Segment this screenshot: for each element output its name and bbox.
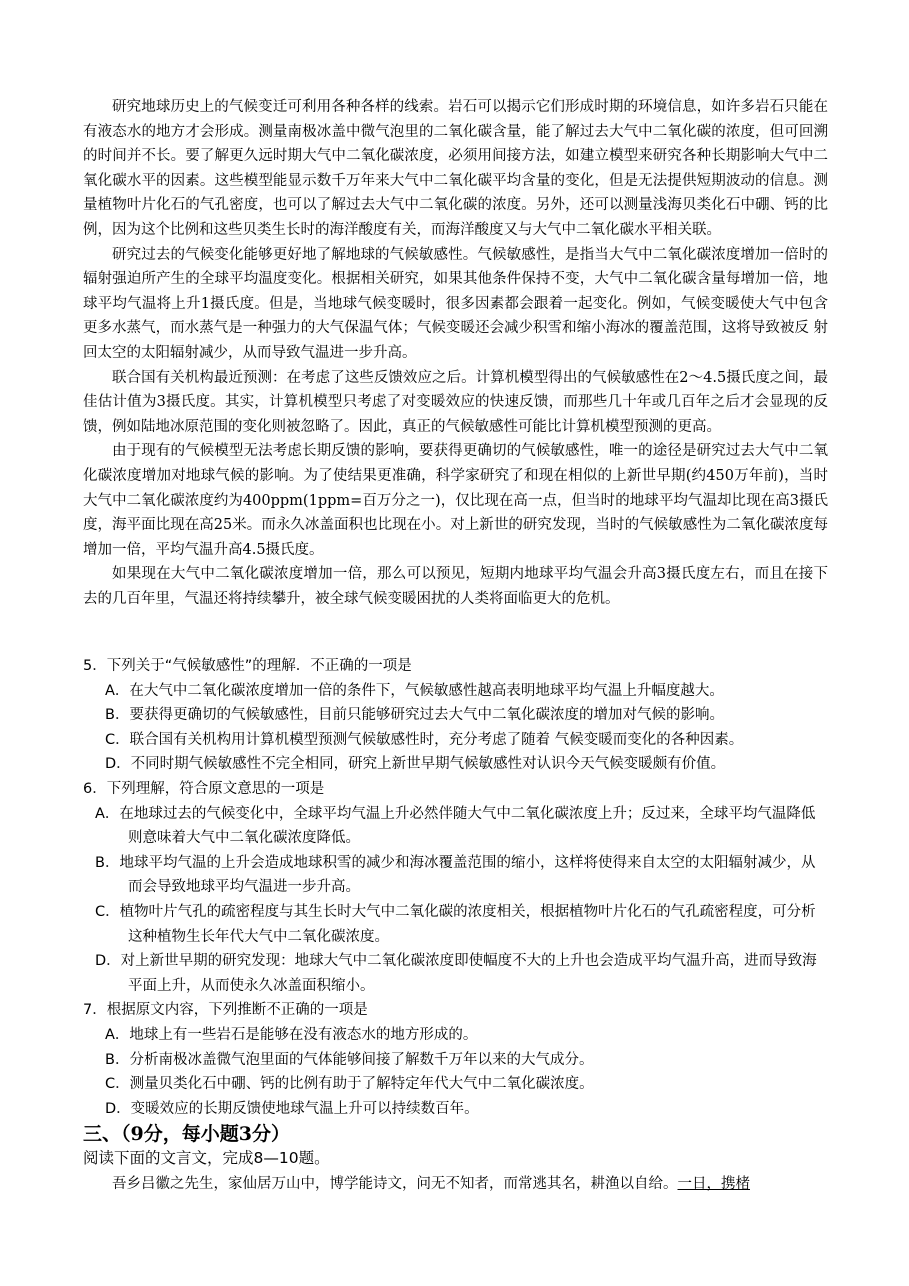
question-7-option-c: C．测量贝类化石中硼、钙的比例有助于了解特定年代大气中二氧化碳浓度。 bbox=[105, 1076, 594, 1093]
question-7-option-d: D．变暖效应的长期反馈使地球气温上升可以持续数百年。 bbox=[105, 1100, 479, 1117]
passage-paragraph-4: 由于现有的气候模型无法考虑长期反馈的影响，要获得更确切的气候敏感性，唯一的途径是研究过去大气中二氧化碳浓度增加对地球气候的影响。为了使结果更准确，科学家研究了和现在相似的上新世早期(约450万年前)，当时大气中二氧化碳浓度约为400ppm(1ppm=百万分之一)，仅比现在高一点，但当时的地球平均气温却比现在高3摄氏度，海平面比现在高25米。而永久冰盖面积也比现在小。对上新世的研究发现，当时的气候敏感性为二氧化碳浓度每增加一倍，平均气温升高4.5摄氏度。 bbox=[83, 443, 828, 558]
question-6-option-b: B．地球平均气温的上升会造成地球积雪的减少和海冰覆盖范围的缩小，这样将使得来自太空的太阳辐射减少，从而会导致地球平均气温进一步升高。 bbox=[95, 854, 816, 896]
classical-text-underlined: 一日，携楮 bbox=[677, 1176, 750, 1193]
question-6-option-d: D．对上新世早期的研究发现：地球大气中二氧化碳浓度即使幅度不大的上升也会造成平均气温升高，进而导致海平面上升，从而使永久冰盖面积缩小。 bbox=[95, 953, 817, 994]
question-6-option-c: C．植物叶片气孔的疏密程度与其生长时大气中二氧化碳的浓度相关，根据植物叶片化石的气孔疏密程度，可分析这种植物生长年代大气中二氧化碳浓度。 bbox=[95, 903, 816, 945]
question-6-stem: 6．下列理解，符合原文意思的一项是 bbox=[83, 780, 325, 797]
question-5-option-d: D．不同时期气候敏感性不完全相同，研究上新世早期气候敏感性对认识今天气候变暖颇有价值。 bbox=[105, 756, 726, 773]
passage-paragraph-3: 联合国有关机构最近预测：在考虑了这些反馈效应之后。计算机模型得出的气候敏感性在2～4.5摄氏度之间，最佳估计值为3摄氏度。其实，计算机模型只考虑了对变暖效应的快速反馈，而那些几十年或几百年之后才会显现的反馈，例如陆地冰原范围的变化则被忽略了。因此，真正的气候敏感性可能比计算机模型预测的更高。 bbox=[83, 369, 828, 435]
classical-text: 吾乡吕徽之先生，家仙居万山中，博学能诗文，问无不知者，而常逃其名，耕渔以自给。 bbox=[112, 1176, 678, 1193]
question-5-option-c: C．联合国有关机构用计算机模型预测气候敏感性时，充分考虑了随着 气候变暖而变化的各种因素。 bbox=[105, 731, 744, 748]
classical-text-line bbox=[83, 1170, 828, 1198]
passage-paragraph-2: 研究过去的气候变化能够更好地了解地球的气候敏感性。气候敏感性，是指当大气中二氧化碳浓度增加一倍时的辐射强迫所产生的全球平均温度变化。根据相关研究，如果其他条件保持不变，大气中二氧化碳含量每增加一倍，地球平均气温将上升1摄氏度。但是，当地球气候变暖时，很多因素都会跟着一起变化。例如，气候变暖使大气中包含更多水蒸气，而水蒸气是一种强力的大气保温气体；气候变暖还会减少积雪和缩小海冰的覆盖范围，这将导致被反 射回太空的太阳辐射减少，从而导致气温进一步升高。 bbox=[83, 246, 828, 361]
question-5-stem: 5．下列关于“气候敏感性”的理解．不正确的一项是 bbox=[83, 658, 412, 674]
question-5-option-a: A．在大气中二氧化碳浓度增加一倍的条件下，气候敏感性越高表明地球平均气温上升幅度越大。 bbox=[105, 682, 724, 699]
question-7-option-b: B．分析南极冰盖微气泡里面的气体能够间接了解数千万年以来的大气成分。 bbox=[105, 1051, 594, 1068]
section-3-heading: 三、（9分，每小题3分） bbox=[83, 1123, 290, 1146]
question-5-option-b: B．要获得更确切的气候敏感性，目前只能够研究过去大气中二氧化碳浓度的增加对气候的影响。 bbox=[105, 707, 724, 724]
passage-paragraph-5: 如果现在大气中二氧化碳浓度增加一倍，那么可以预见，短期内地球平均气温会升高3摄氏度左右，而且在接下去的几百年里，气温还将持续攀升，被全球气候变暖困扰的人类将面临更大的危机。 bbox=[83, 566, 828, 607]
question-7-option-a: A．地球上有一些岩石是能够在没有液态水的地方形成的。 bbox=[105, 1026, 478, 1043]
passage-paragraph-1: 研究地球历史上的气候变迁可利用各种各样的线索。岩石可以揭示它们形成时期的环境信息，如许多岩石只能在有液态水的地方才会形成。测量南极冰盖中微气泡里的二氧化碳含量，能了解过去大气中二氧化碳的浓度，但可回溯的时间并不长。要了解更久远时期大气中二氧化碳浓度，必须用间接方法，如建立模型来研究各种长期影响大气中二氧化碳水平的因素。这些模型能显示数千万年来大气中二氧化碳平均含量的变化，但是无法提供短期波动的信息。测量植物叶片化石的气孔密度，也可以了解过去大气中二氧化碳的浓度。另外，还可以测量浅海贝类化石中硼、钙的比例，因为这个比例和这些贝类生长时的海洋酸度有关，而海洋酸度又与大气中二氧化碳水平相关联。 bbox=[83, 99, 828, 238]
question-7-stem: 7．根据原文内容，下列推断不正确的一项是 bbox=[83, 1002, 368, 1019]
question-6-option-a: A．在地球过去的气候变化中，全球平均气温上升必然伴随大气中二氧化碳浓度上升；反过来，全球平均气温降低则意味着大气中二氧化碳浓度降低。 bbox=[95, 805, 816, 847]
questions-block bbox=[83, 654, 828, 1198]
reading-passage bbox=[83, 95, 828, 611]
section-3-instruction: 阅读下面的文言文，完成8—10题。 bbox=[83, 1149, 330, 1168]
